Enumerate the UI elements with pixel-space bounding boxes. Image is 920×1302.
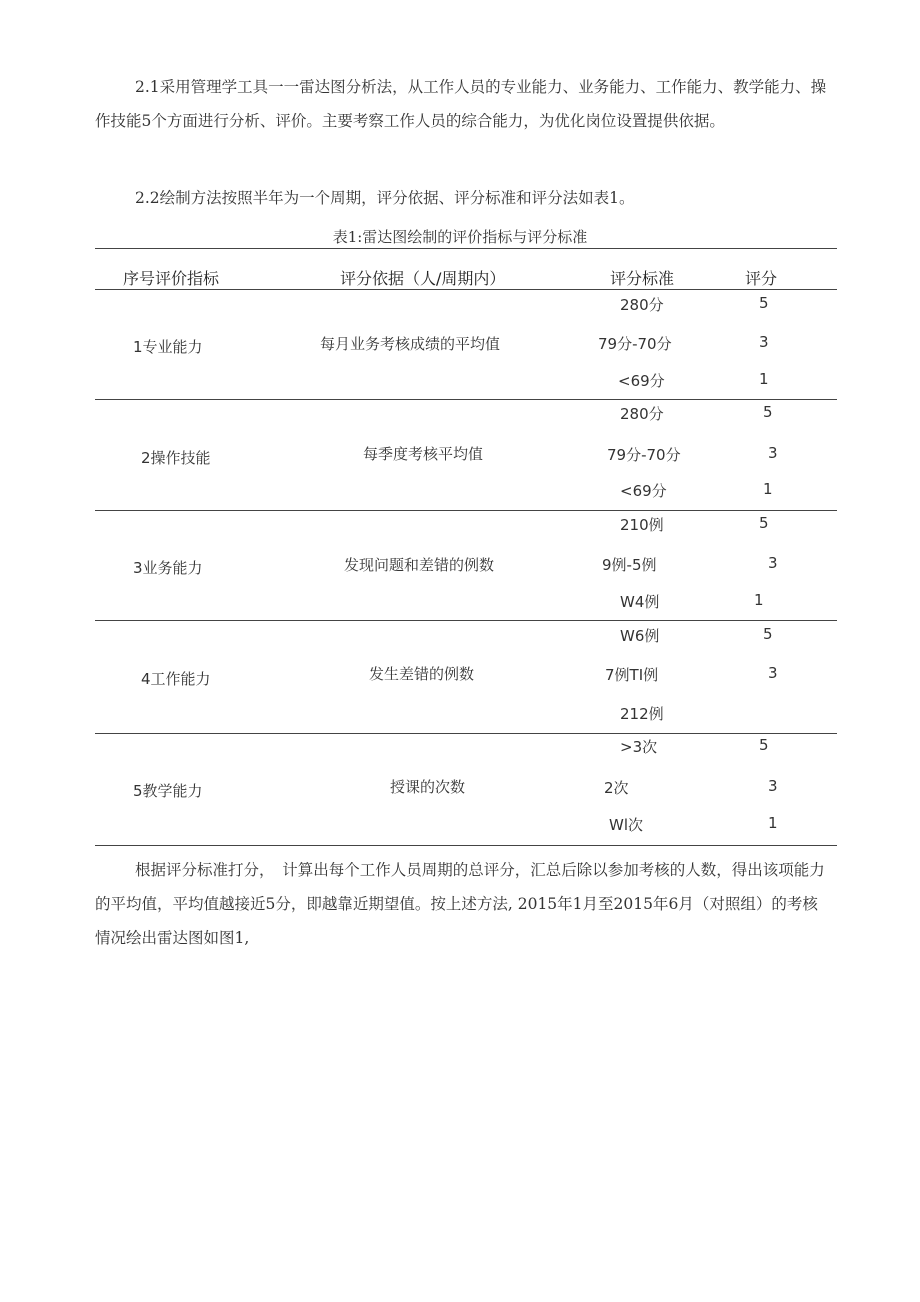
row-standard: W6例 (620, 627, 660, 645)
row-score: 5 (763, 625, 773, 643)
table-top-rule (95, 248, 837, 249)
row-score: 3 (768, 554, 778, 572)
row-score: 5 (759, 514, 769, 532)
row-standard: 212例 (620, 705, 664, 723)
table-header-rule (95, 289, 837, 290)
row-separator (95, 510, 837, 511)
row-score: 3 (759, 333, 769, 351)
header-score: 评分 (745, 269, 778, 288)
row-standard: Wl次 (609, 816, 643, 834)
row-standard: 280分 (620, 405, 664, 423)
row-standard: W4例 (620, 593, 660, 611)
row-basis: 发生差错的例数 (369, 665, 475, 683)
row-separator (95, 733, 837, 734)
row-basis: 授课的次数 (390, 778, 466, 796)
row-standard: >3次 (620, 738, 658, 756)
row-score: 5 (763, 403, 773, 421)
row-standard: 9例-5例 (602, 556, 657, 574)
row-score: 5 (759, 736, 769, 754)
header-standard: 评分标准 (610, 269, 675, 288)
paragraph-summary: 根据评分标准打分， 计算出每个工作人员周期的总评分，汇总后除以参加考核的人数，得出该项能力的平均值，平均值越接近5分，即越靠近期望值。按上述方法, 2015年1月至2015年6月（对照组）的考核情况绘出雷达图如图1, (95, 861, 825, 947)
row-index: 2操作技能 (141, 449, 211, 467)
row-basis: 每月业务考核成绩的平均值 (320, 335, 501, 353)
row-standard: 280分 (620, 296, 664, 314)
row-index: 4工作能力 (141, 670, 211, 688)
row-standard: 7例TI例 (605, 666, 659, 684)
row-score: 3 (768, 664, 778, 682)
row-index: 3业务能力 (133, 559, 203, 577)
row-standard: 2次 (604, 779, 629, 797)
table-bottom-rule (95, 845, 837, 846)
row-score: 3 (768, 777, 778, 795)
row-score: 3 (768, 444, 778, 462)
row-index: 1专业能力 (133, 338, 203, 356)
header-index: 序号评价指标 (123, 269, 220, 288)
paragraph-2-2: 2.2绘制方法按照半年为一个周期，评分依据、评分标准和评分法如表1。 (135, 189, 635, 207)
row-index: 5教学能力 (133, 782, 203, 800)
row-standard: <69分 (620, 482, 667, 500)
row-score: 1 (759, 370, 769, 388)
row-standard: 79分-70分 (607, 446, 681, 464)
row-standard: 210例 (620, 516, 664, 534)
row-separator (95, 399, 837, 400)
row-basis: 发现问题和差错的例数 (344, 556, 495, 574)
paragraph-2-1: 2.1采用管理学工具一一雷达图分析法，从工作人员的专业能力、业务能力、工作能力、教学能力、操作技能5个方面进行分析、评价。主要考察工作人员的综合能力，为优化岗位设置提供依据。 (95, 78, 827, 130)
row-standard: <69分 (618, 372, 665, 390)
header-basis: 评分依据（人/周期内） (340, 269, 506, 288)
row-score: 1 (754, 591, 764, 609)
row-score: 5 (759, 294, 769, 312)
row-standard: 79分-70分 (598, 335, 672, 353)
row-score: 1 (768, 814, 778, 832)
row-score: 1 (763, 480, 773, 498)
row-separator (95, 620, 837, 621)
table-caption: 表1:雷达图绘制的评价指标与评分标准 (332, 228, 588, 246)
row-basis: 每季度考核平均值 (363, 445, 484, 463)
